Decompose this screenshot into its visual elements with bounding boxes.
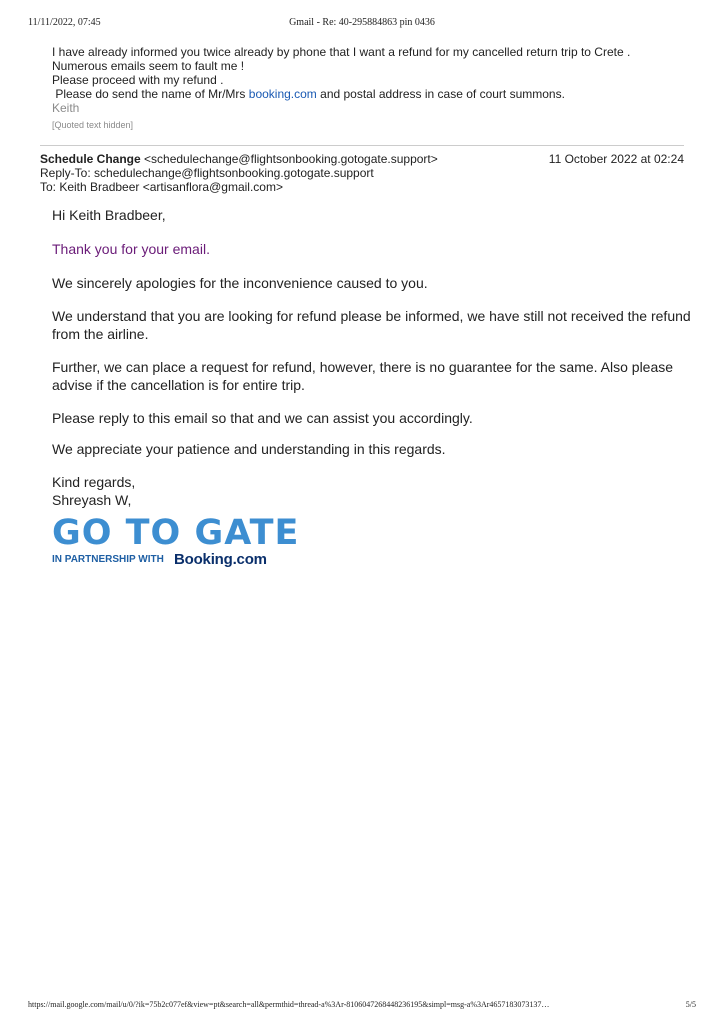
quoted-text xyxy=(52,45,692,132)
quoted-signature: Keith xyxy=(52,101,80,115)
logo-tagline: IN PARTNERSHIP WITH xyxy=(52,554,164,565)
print-footer xyxy=(28,1000,696,1012)
page-number: 5/5 xyxy=(685,1000,696,1009)
message-header xyxy=(40,152,684,194)
signer-name: Shreyash W, xyxy=(52,492,132,508)
sender-name: Schedule Change xyxy=(40,152,141,166)
body-paragraph: We understand that you are looking for refund please be informed, we have still not received the refund from the airline. xyxy=(52,308,691,342)
message-body xyxy=(52,206,692,509)
quoted-line-prefix: Please do send the name of Mr/Mrs xyxy=(52,87,249,101)
booking-link[interactable]: booking.com xyxy=(248,87,317,101)
recipient: To: Keith Bradbeer <artisanflora@gmail.com> xyxy=(40,180,283,194)
body-paragraph: Further, we can place a request for refund, however, there is no guarantee for the same. Also please advise if the cancellation is for entire trip. xyxy=(52,359,674,393)
body-paragraph: Please reply to this email so that and we can assist you accordingly. xyxy=(52,410,473,426)
print-datetime: 11/11/2022, 07:45 xyxy=(28,17,101,28)
sender-email: <schedulechange@flightsonbooking.gotogate.support> xyxy=(140,152,438,166)
closing: Kind regards, xyxy=(52,474,136,490)
body-paragraph: We sincerely apologies for the inconvenience caused to you. xyxy=(52,275,428,291)
greeting: Hi Keith Bradbeer, xyxy=(52,207,166,223)
body-paragraph: We appreciate your patience and understanding in this regards. xyxy=(52,441,446,457)
message-date: 11 October 2022 at 02:24 xyxy=(548,152,684,166)
quoted-line xyxy=(52,87,692,101)
thanks-line: Thank you for your email. xyxy=(52,241,210,257)
quoted-line: I have already informed you twice already by phone that I want a refund for my cancelled return trip to Crete . xyxy=(52,45,631,59)
quoted-line: Numerous emails seem to fault me ! xyxy=(52,59,245,73)
print-url: https://mail.google.com/mail/u/0/?ik=75b2c077ef&view=pt&search=all&permthid=thread-a%3Ar-8106047268448236195&simpl=msg-a%3Ar4657183073137… xyxy=(28,1000,550,1009)
logo-wordmark: GO TO GATE xyxy=(52,513,300,553)
message-divider xyxy=(40,145,684,146)
gotogate-logo xyxy=(52,513,300,576)
print-header xyxy=(28,17,696,31)
quoted-text-hidden-toggle[interactable]: [Quoted text hidden] xyxy=(52,120,134,130)
quoted-line: Please proceed with my refund . xyxy=(52,73,224,87)
logo-partner: Booking.com xyxy=(174,551,267,568)
reply-to: Reply-To: schedulechange@flightsonbooking.gotogate.support xyxy=(40,166,374,180)
quoted-line-suffix: and postal address in case of court summons. xyxy=(316,87,565,101)
print-title: Gmail - Re: 40-295884863 pin 0436 xyxy=(289,17,435,28)
